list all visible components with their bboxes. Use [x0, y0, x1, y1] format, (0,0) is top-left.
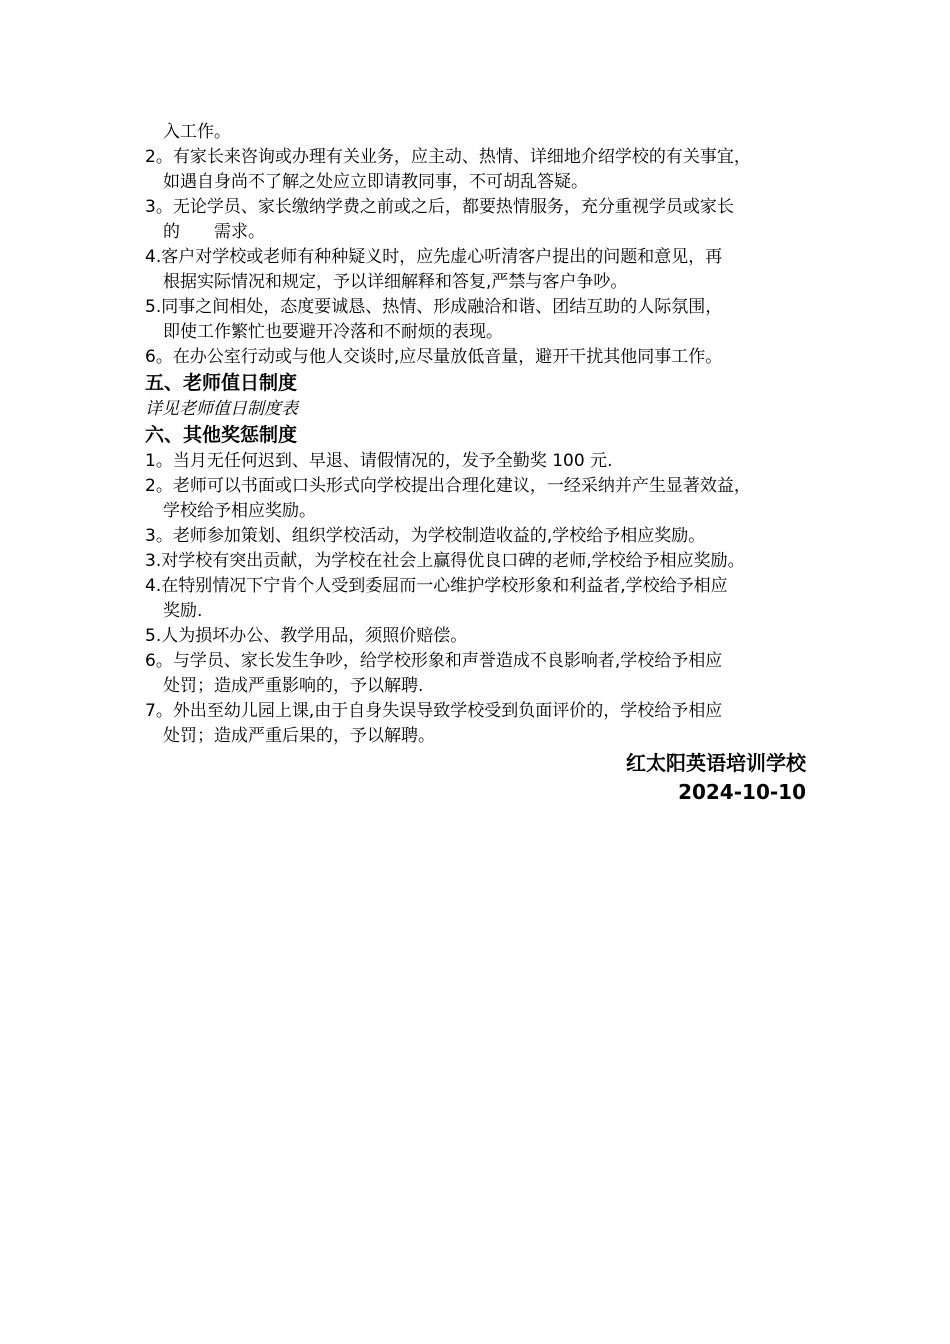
document-line: 1。当月无任何迟到、早退、请假情况的，发予全勤奖 100 元. — [145, 451, 613, 471]
document-line: 4.客户对学校或老师有种种疑义时，应先虚心听清客户提出的问题和意见，再 — [145, 247, 723, 267]
document-line: 5.人为损坏办公、教学用品，须照价赔偿。 — [145, 626, 468, 646]
document-line: 处罚；造成严重后果的，予以解聘。 — [163, 726, 435, 746]
document-line: 入工作。 — [163, 122, 231, 142]
document-line: 6。在办公室行动或与他人交谈时,应尽量放低音量，避开干扰其他同事工作。 — [145, 347, 723, 367]
document-line: 2。老师可以书面或口头形式向学校提出合理化建议，一经采纳并产生显著效益， — [145, 476, 751, 496]
document-line: 3。无论学员、家长缴纳学费之前或之后，都要热情服务，充分重视学员或家长 — [145, 197, 734, 217]
document-line: 的 需求。 — [163, 222, 265, 242]
document-line: 2。有家长来咨询或办理有关业务，应主动、热情、详细地介绍学校的有关事宜， — [145, 147, 751, 167]
document-line: 4.在特别情况下宁肯个人受到委屈而一心维护学校形象和利益者,学校给予相应 — [145, 576, 728, 596]
section-5-title: 五、老师值日制度 — [145, 372, 298, 394]
rules-list-top — [145, 120, 820, 370]
document-line: 奖励. — [163, 601, 203, 621]
document-line: 即使工作繁忙也要避开冷落和不耐烦的表现。 — [163, 322, 503, 342]
document-page — [145, 120, 820, 807]
document-line: 3。老师参加策划、组织学校活动，为学校制造收益的,学校给予相应奖励。 — [145, 526, 706, 546]
rules-list-bottom — [145, 449, 820, 749]
document-line: 3.对学校有突出贡献，为学校在社会上赢得优良口碑的老师,学校给予相应奖励。 — [145, 551, 745, 571]
document-line: 如遇自身尚不了解之处应立即请教同事，不可胡乱答疑。 — [163, 172, 588, 192]
document-line: 6。与学员、家长发生争吵，给学校形象和声誉造成不良影响者,学校给予相应 — [145, 651, 723, 671]
signature-date: 2024-10-10 — [678, 780, 806, 804]
document-line: 学校给予相应奖励。 — [163, 501, 316, 521]
document-line: 处罚；造成严重影响的，予以解聘. — [163, 676, 424, 696]
signature-school: 红太阳英语培训学校 — [626, 751, 806, 775]
document-line: 根据实际情况和规定，予以详细解释和答复,严禁与客户争吵。 — [163, 272, 628, 292]
section-6-title: 六、其他奖惩制度 — [145, 424, 298, 446]
document-line: 5.同事之间相处，态度要诚恳、热情、形成融洽和谐、团结互助的人际氛围， — [145, 297, 723, 317]
document-line: 7。外出至幼儿园上课,由于自身失误导致学校受到负面评价的，学校给予相应 — [145, 701, 723, 721]
section-5-note: 详见老师值日制度表 — [145, 399, 298, 419]
